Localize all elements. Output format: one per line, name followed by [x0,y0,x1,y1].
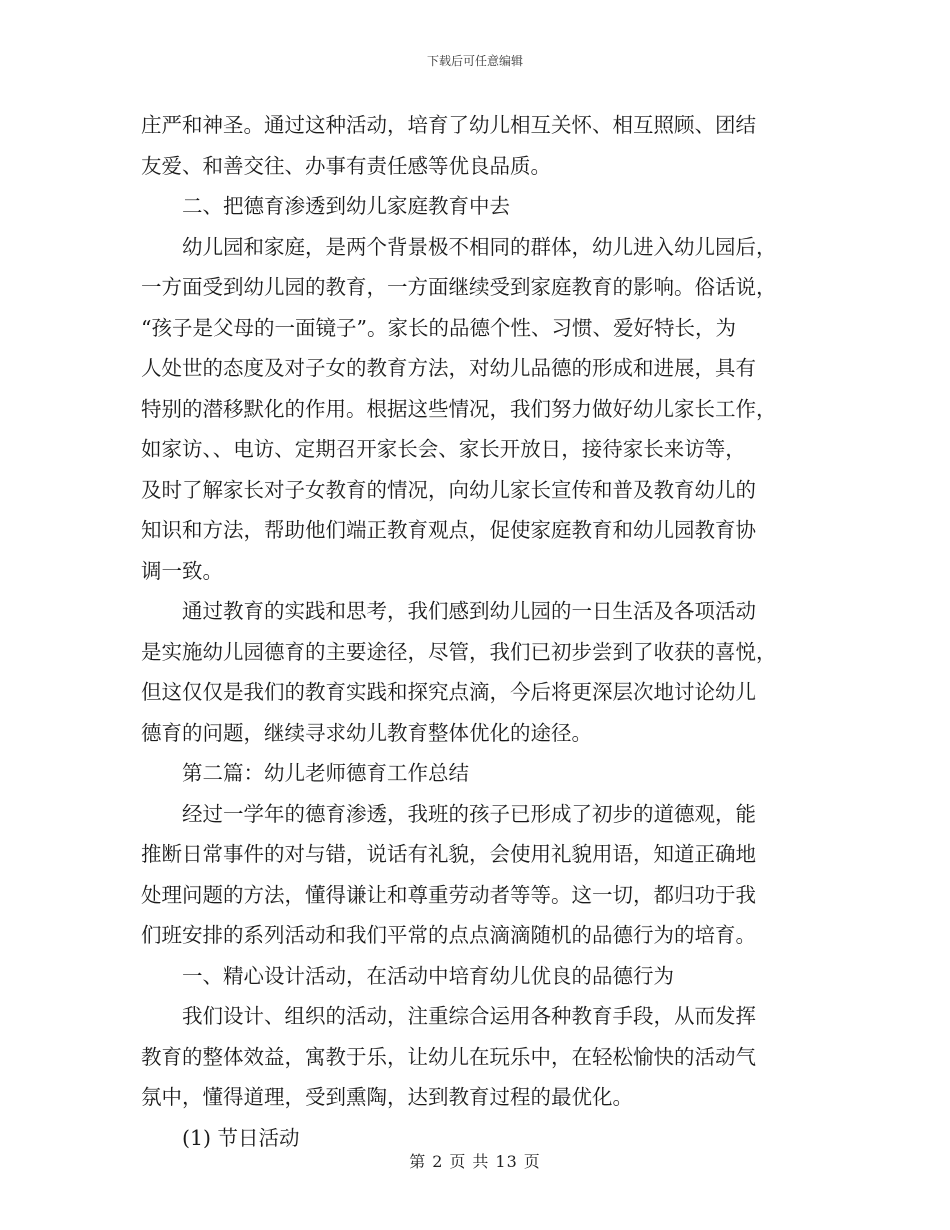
text-line: 我们设计、组织的活动，注重综合运用各种教育手段，从而发挥 [182,1004,756,1028]
text-line: 处理问题的方法，懂得谦让和尊重劳动者等等。这一切，都归功于我 [141,882,756,907]
text-line: 经过一学年的德育渗透，我班的孩子已形成了初步的道德观，能 [182,801,756,826]
footer-di: 第 [409,1152,427,1171]
text-line: 通过教育的实践和思考，我们感到幼儿园的一日生活及各项活动 [182,599,756,623]
text-line: 幼儿园和家庭，是两个背景极不相同的群体，幼儿进入幼儿园后， [182,234,777,259]
footer-total-pages: 13 [495,1152,518,1171]
text-line: 及时了解家长对子女教育的情况，向幼儿家长宣传和普及教育幼儿的 [141,477,756,502]
chapter-heading: 第二篇：幼儿老师德育工作总结 [182,761,469,785]
text-line: 如家访、、电访、定期召开家长会、家长开放日，接待家长来访等， [141,437,746,461]
subsection-heading: (1) 节日活动 [182,1125,300,1150]
text-line: 调一致。 [141,558,223,583]
text-line: 德育的问题，继续寻求幼儿教育整体优化的途径。 [141,720,592,745]
text-line: 友爱、和善交往、办事有责任感等优良品质。 [141,153,551,178]
text-line: 氛中，懂得道理，受到熏陶，达到教育过程的最优化。 [141,1085,633,1109]
footer-page-number: 2 [432,1152,444,1171]
footer-gong: 共 [472,1152,490,1171]
page-footer [0,1152,950,1172]
text-line: 一方面受到幼儿园的教育，一方面继续受到家庭教育的影响。俗话说， [141,275,777,299]
text-line: 庄严和神圣。通过这种活动，培育了幼儿相互关怀、相互照顾、团结 [141,113,756,137]
text-line: 但这仅仅是我们的教育实践和探究点滴，今后将更深层次地讨论幼儿 [141,680,756,704]
text-line: 是实施幼儿园德育的主要途径，尽管，我们已初步尝到了收获的喜悦， [141,639,777,664]
text-line: “孩子是父母的一面镜子”。家长的品德个性、习惯、爱好特长，为 [141,315,736,340]
text-line: 知识和方法，帮助他们端正教育观点，促使家庭教育和幼儿园教育协 [141,518,756,542]
text-line: 推断日常事件的对与错，说话有礼貌，会使用礼貌用语，知道正确地 [141,842,756,866]
footer-ye2: 页 [523,1152,541,1171]
footer-ye: 页 [449,1152,467,1171]
text-line: 特别的潜移默化的作用。根据这些情况，我们努力做好幼儿家长工作， [141,396,777,421]
section-heading: 二、把德育渗透到幼儿家庭教育中去 [182,194,510,218]
text-line: 们班安排的系列活动和我们平常的点点滴滴随机的品德行为的培育。 [141,923,756,947]
text-line: 教育的整体效益，寓教于乐，让幼儿在玩乐中，在轻松愉快的活动气 [141,1044,756,1069]
text-line: 人处世的态度及对子女的教育方法，对幼儿品德的形成和进展，具有 [141,356,756,380]
page-header-note: 下载后可任意编辑 [426,54,523,68]
section-heading: 一、精心设计活动，在活动中培育幼儿优良的品德行为 [182,963,674,988]
document-body [141,105,816,1158]
